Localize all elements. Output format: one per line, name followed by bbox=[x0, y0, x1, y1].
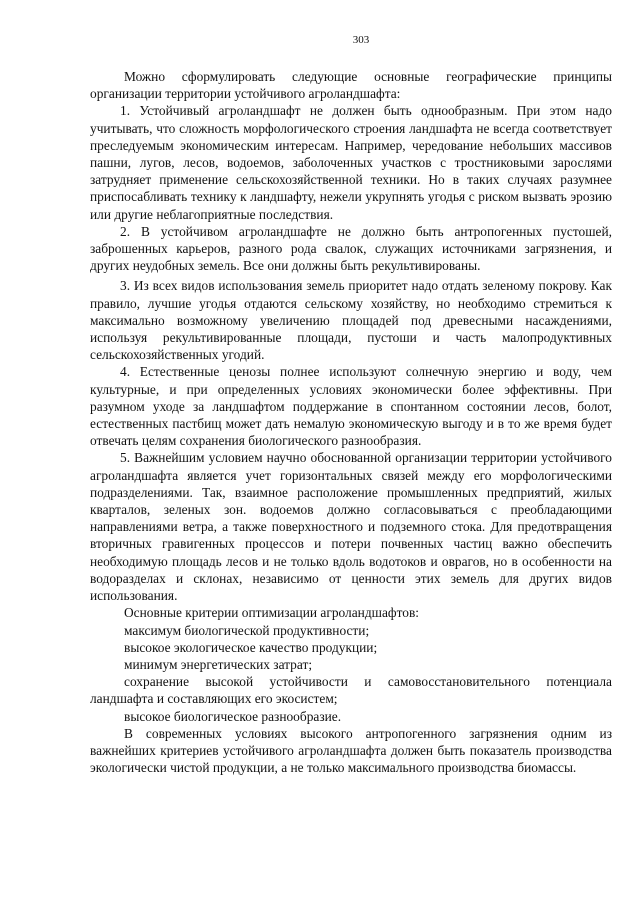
principle-5: 5. Важнейшим условием научно обоснованной организации территории устойчивого агроландшафта является учет горизонтальных связей между его морфологическими подразделениями. Так, взаимное расположение промышленных предприятий, жилых кварталов, зеленых зон. водоемов должно согласовываться с преобладающими направлениями ветра, а также поверхностного и подземного стока. Для предотвращения вторичных гравигенных процессов и потери почвенных частиц важно обеспечить необходимую площадь лесов и не только вдоль водотоков и оврагов, но в особенности на водоразделах и склонах, независимо от ценности этих земель для других видов использования. bbox=[90, 450, 612, 604]
criteria-heading: Основные критерии оптимизации агроландшафтов: bbox=[124, 605, 419, 621]
principle-4: 4. Естественные ценозы полнее используют солнечную энергию и воду, чем культурные, и при определенных условиях экономически более эффективны. При разумном уходе за ландшафтом поддержание в спонтанном состоянии лесов, болот, естественных пастбищ может дать немалую экономическую выгоду и в то же время будет отвечать целям сохранения биологического разнообразия. bbox=[90, 364, 612, 449]
criterion-3: минимум энергетических затрат; bbox=[124, 656, 313, 672]
criterion-2: высокое экологическое качество продукции; bbox=[124, 639, 378, 655]
principle-1: 1. Устойчивый агроландшафт не должен быть однообразным. При этом надо учитывать, что сложность морфологического строения ландшафта не всегда соответствует преследуемым экономическим интересам. Например, чередование небольших массивов пашни, лугов, лесов, водоемов, заболоченных участков с тростниковыми зарослями затрудняет применение сельскохозяйственной техники. Но в таких случаях разумнее приспосабливать технику к ландшафту, нежели укрупнять угодья с риском вызвать эрозию или другие неблагоприятные последствия. bbox=[90, 103, 612, 222]
closing-paragraph: В современных условиях высокого антропогенного загрязнения одним из важнейших критериев устойчивого агроландшафта должен быть показатель производства экологически чистой продукции, а не только максимального производства биомассы. bbox=[90, 725, 612, 776]
principle-2: 2. В устойчивом агроландшафте не должно быть антропогенных пустошей, заброшенных карьеров, разного рода свалок, служащих источниками загрязнения, и других неудобных земель. Все они должны быть рекультивированы. bbox=[90, 223, 612, 274]
page-number: 303 bbox=[352, 34, 370, 46]
intro-paragraph: Можно сформулировать следующие основные географические принципы организации территории устойчивого агроландшафта: bbox=[90, 69, 612, 102]
criterion-4: сохранение высокой устойчивости и самовосстановительного потенциала ландшафта и составляющих его экосистем; bbox=[90, 674, 612, 707]
criterion-5: высокое биологическое разнообразие. bbox=[124, 708, 342, 724]
principle-3: 3. Из всех видов использования земель приоритет надо отдать зеленому покрову. Как правило, лучшие угодья отдаются сельскому хозяйству, но необходимо стремиться к максимально возможному увеличению площадей под древесными насаждениями, используя рекультивированные площади, пустоши и часть малопродуктивных сельскохозяйственных угодий. bbox=[90, 278, 612, 363]
criterion-1: максимум биологической продуктивности; bbox=[124, 622, 370, 638]
